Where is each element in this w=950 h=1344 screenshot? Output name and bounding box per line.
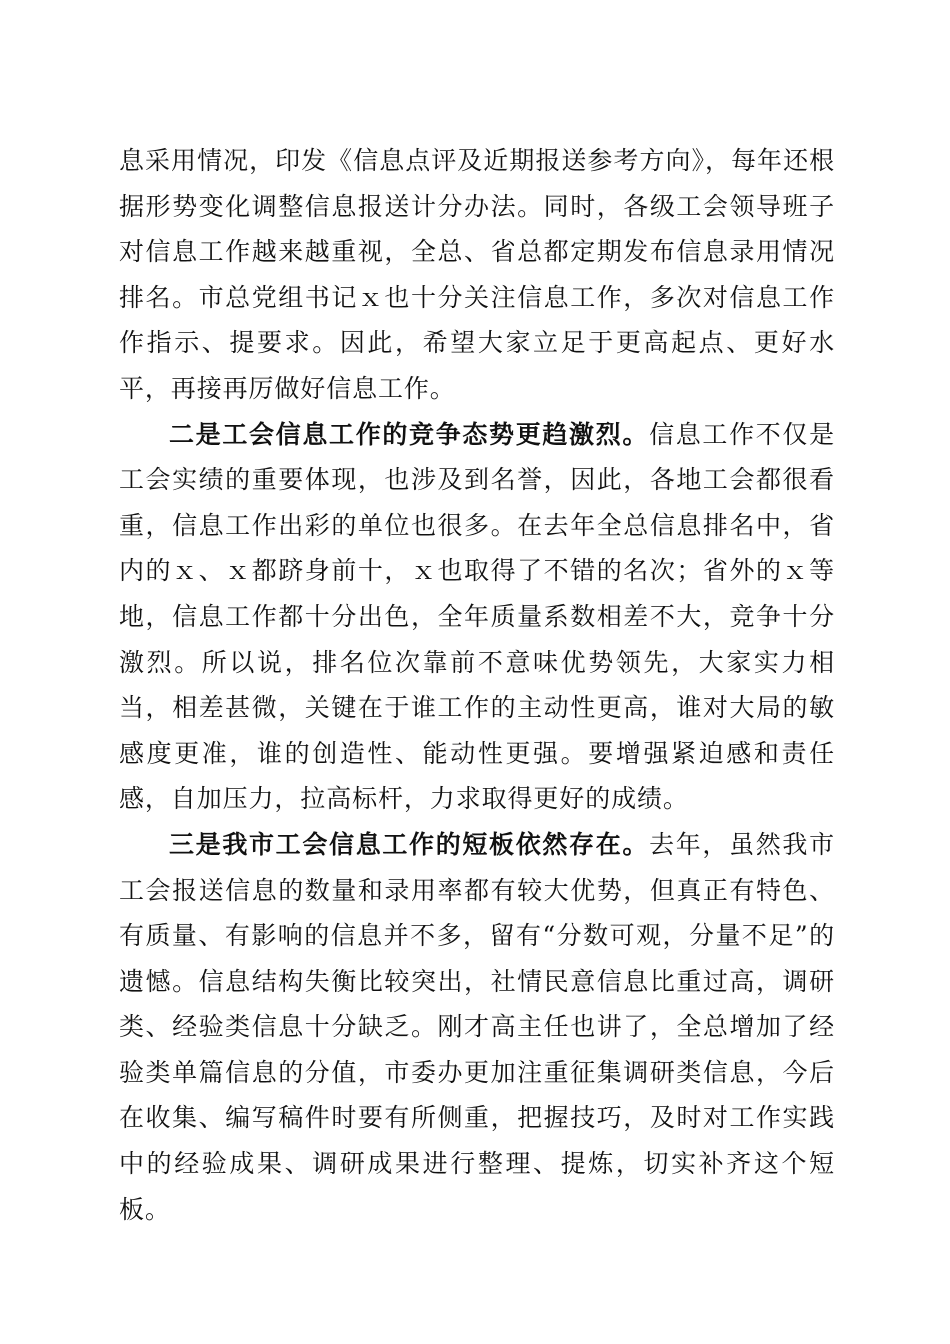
paragraph-text: 信息工作不仅是工会实绩的重要体现，也涉及到名誉，因此，各地工会都很看重，信息工作出彩的单位也很多。在去年全总信息排名中，省内的ｘ、ｘ都跻身前十，ｘ也取得了不错的名次；省外的ｘ等地，信息工作都十分出色，全年质量系数相差不大，竞争十分激烈。所以说，排名位次靠前不意味优势领先，大家实力相当，相差甚微，关键在于谁工作的主动性更高，谁对大局的敏感度更准，谁的创造性、能动性更强。要增强紧迫感和责任感，自加压力，拉高标杆，力求取得更好的成绩。 bbox=[119, 419, 835, 814]
paragraph-text: 去年，虽然我市工会报送信息的数量和录用率都有较大优势，但真正有特色、有质量、有影响的信息并不多，留有“分数可观，分量不足”的遗憾。信息结构失衡比较突出，社情民意信息比重过高，调研类、经验类信息十分缺乏。刚才高主任也讲了，全总增加了经验类单篇信息的分值，市委办更加注重征集调研类信息，今后在收集、编写稿件时要有所侧重，把握技巧，及时对工作实践中的经验成果、调研成果进行整理、提炼，切实补齐这个短板。 bbox=[119, 829, 835, 1224]
paragraph-point-two bbox=[119, 412, 835, 822]
paragraph-continuation bbox=[119, 138, 835, 412]
document-body bbox=[119, 138, 835, 1232]
paragraph-heading: 三是我市工会信息工作的短板依然存在。 bbox=[169, 829, 650, 859]
paragraph-point-three bbox=[119, 822, 835, 1232]
paragraph-text: 息采用情况，印发《信息点评及近期报送参考方向》，每年还根据形势变化调整信息报送计分办法。同时，各级工会领导班子对信息工作越来越重视，全总、省总都定期发布信息录用情况排名。市总党组书记ｘ也十分关注信息工作，多次对信息工作作指示、提要求。因此，希望大家立足于更高起点、更好水平，再接再厉做好信息工作。 bbox=[119, 146, 835, 403]
paragraph-heading: 二是工会信息工作的竞争态势更趋激烈。 bbox=[169, 419, 650, 449]
